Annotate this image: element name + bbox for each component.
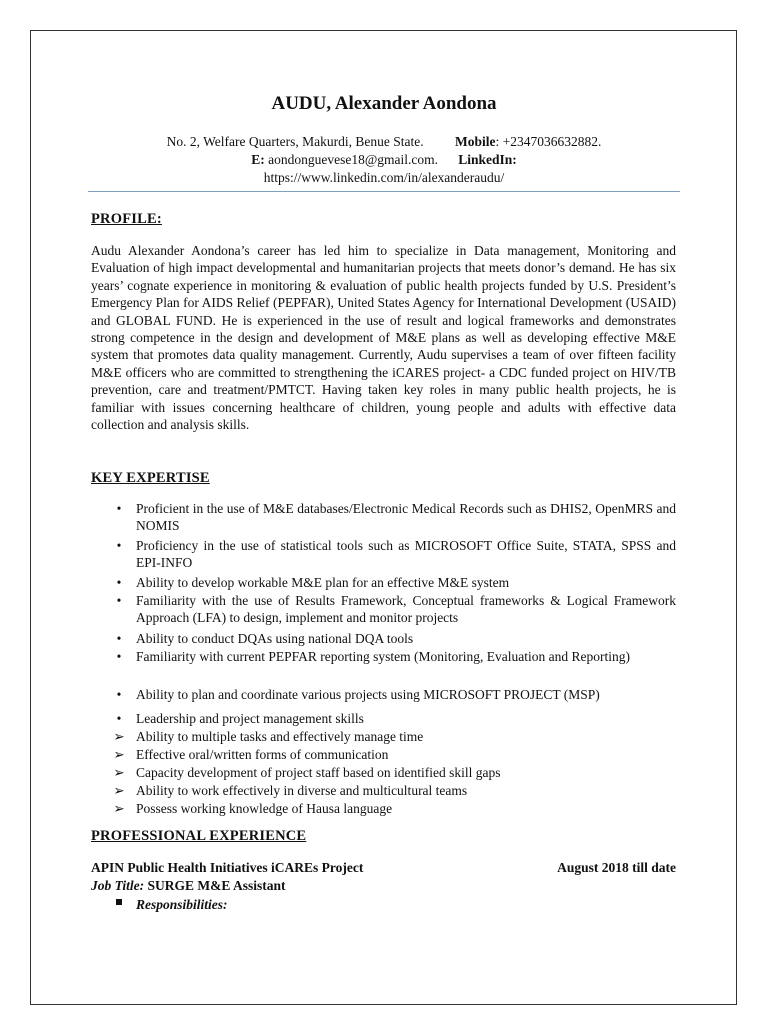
linkedin-url[interactable]: https://www.linkedin.com/in/alexanderaudu/ (263, 170, 505, 185)
expertise-item (116, 537, 676, 571)
expertise-text: Capacity development of project staff based on identified skill gaps (136, 765, 501, 780)
contact-line-2 (0, 152, 768, 168)
expertise-text: Proficient in the use of M&E databases/Electronic Medical Records such as DHIS2, OpenMRS and NOMIS (136, 501, 676, 533)
expertise-text: Possess working knowledge of Hausa language (136, 801, 393, 816)
expertise-item (113, 800, 676, 817)
arrow-bullet-icon: ➢ (113, 765, 125, 780)
linkedin-label: LinkedIn: (458, 152, 517, 167)
key-expertise-heading: KEY EXPERTISE (91, 470, 210, 486)
bullet-icon: • (116, 711, 122, 726)
bullet-icon: • (116, 631, 122, 646)
contact-line-3 (0, 170, 768, 186)
expertise-item (116, 500, 676, 534)
job-title: SURGE M&E Assistant (147, 878, 286, 893)
expertise-item (113, 782, 676, 799)
bullet-icon: • (116, 538, 122, 553)
job-title-label: Job Title: (91, 878, 145, 893)
address: No. 2, Welfare Quarters, Makurdi, Benue State. (166, 134, 424, 149)
expertise-item (113, 728, 676, 745)
email-value: aondonguevese18@gmail.com. (268, 152, 438, 167)
expertise-item (116, 592, 676, 626)
expertise-item (113, 764, 676, 781)
arrow-bullet-icon: ➢ (113, 783, 125, 798)
profile-heading: PROFILE: (91, 211, 162, 227)
expertise-item (116, 574, 676, 591)
square-bullet-icon (116, 899, 122, 905)
bullet-icon: • (116, 593, 122, 608)
profile-text: Audu Alexander Aondona’s career has led him to specialize in Data management, Monitoring and Evaluation of high impact developmental and humanitarian projects that meets donor’s demand. He has six years’ cognate experience in monitoring & evaluation of public health projects funded by U.S. President’s Emergency Plan for AIDS Relief (PEPFAR), United States Agency for International Development (USAID) and GLOBAL FUND. He is experienced in the use of result and logical frameworks and demonstrates strong competence in the design and development of M&E plans as well as developing effective M&E system that promotes data quality management. Currently, Audu supervises a team of over fifteen facility M&E officers who are committed to strengthening the iCARES project- a CDC funded project on HIV/TB prevention, care and treatment/PMTCT. Having taken key roles in many public health projects, he is familiar with issues concerning healthcare of children, young people and adults with effective data collection and analysis skills. (91, 243, 676, 433)
responsibilities-label: Responsibilities: (136, 897, 228, 912)
expertise-item (116, 710, 676, 727)
expertise-text: Familiarity with current PEPFAR reporting system (Monitoring, Evaluation and Reporting) (136, 649, 630, 664)
expertise-item (116, 648, 676, 665)
job-organization: APIN Public Health Initiatives iCAREs Project (91, 860, 364, 875)
expertise-text: Ability to plan and coordinate various projects using MICROSOFT PROJECT (MSP) (136, 687, 600, 702)
arrow-bullet-icon: ➢ (113, 729, 125, 744)
professional-experience-heading: PROFESSIONAL EXPERIENCE (91, 828, 307, 844)
expertise-text: Ability to work effectively in diverse and multicultural teams (136, 783, 468, 798)
mobile-value: : +2347036632882. (495, 134, 602, 149)
email-label: E: (251, 152, 265, 167)
header-divider (88, 191, 680, 192)
expertise-text: Ability to develop workable M&E plan for an effective M&E system (136, 575, 510, 590)
expertise-text: Leadership and project management skills (136, 711, 364, 726)
bullet-icon: • (116, 687, 122, 702)
arrow-bullet-icon: ➢ (113, 747, 125, 762)
expertise-item (113, 746, 676, 763)
expertise-text: Effective oral/written forms of communication (136, 747, 389, 762)
expertise-text: Proficiency in the use of statistical tools such as MICROSOFT Office Suite, STATA, SPSS and EPI-INFO (136, 538, 676, 570)
expertise-item (116, 686, 676, 703)
expertise-text: Ability to multiple tasks and effectively manage time (136, 729, 424, 744)
expertise-text: Ability to conduct DQAs using national DQA tools (136, 631, 414, 646)
bullet-icon: • (116, 649, 122, 664)
expertise-item (116, 630, 676, 647)
candidate-name: AUDU, Alexander Aondona (271, 93, 497, 114)
job-title-line (91, 878, 286, 894)
mobile-label: Mobile (454, 134, 496, 149)
job-date: August 2018 till date (557, 860, 676, 875)
bullet-icon: • (116, 575, 122, 590)
bullet-icon: • (116, 501, 122, 516)
contact-line-1 (0, 134, 768, 150)
arrow-bullet-icon: ➢ (113, 801, 125, 816)
expertise-text: Familiarity with the use of Results Framework, Conceptual frameworks & Logical Framework Approach (LFA) to design, implement and monitor projects (136, 593, 676, 625)
